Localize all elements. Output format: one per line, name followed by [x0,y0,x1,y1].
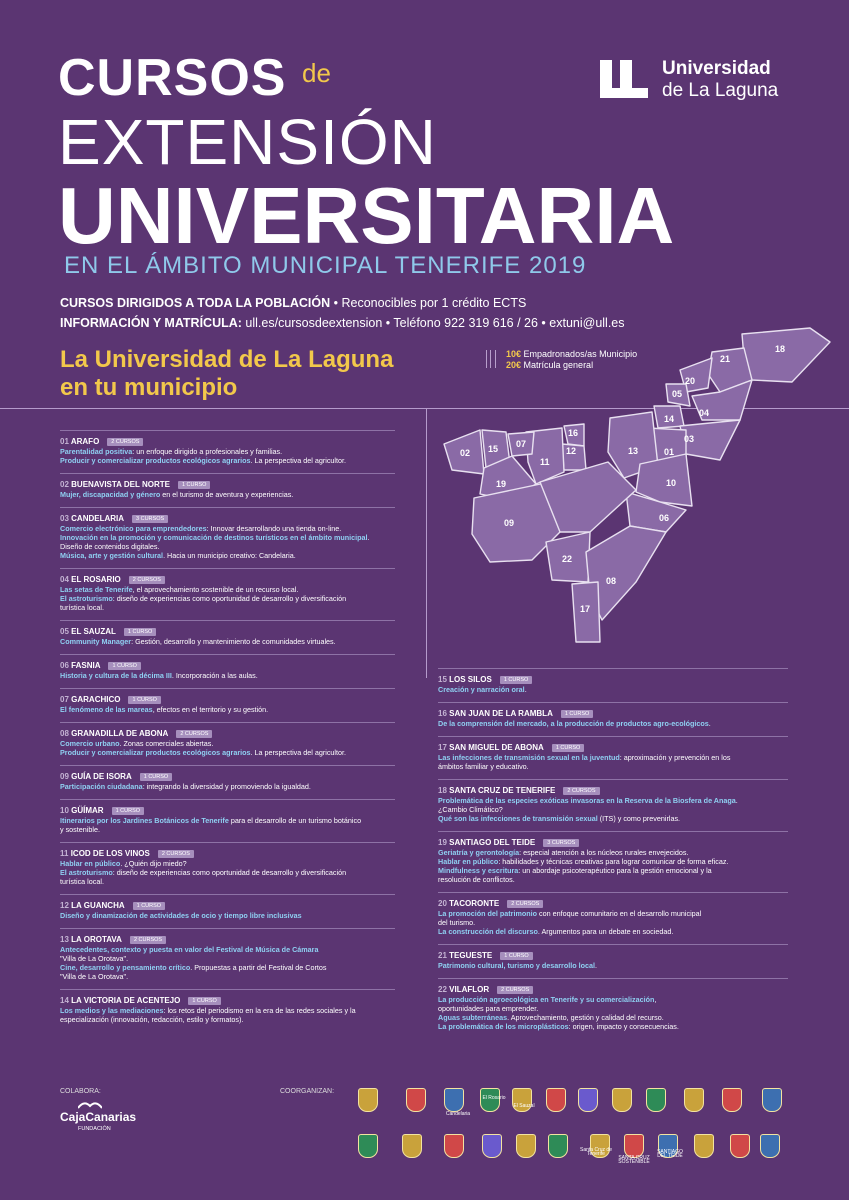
course-line: Qué son las infecciones de transmisión sexual (ITS) y como prevenirlas. [438,814,681,823]
course-line: El fenómeno de las mareas, efectos en el territorio y su gestión. [60,705,269,714]
course-22 [438,978,788,1031]
course-count-badge: 3 CURSOS [132,515,168,523]
map-label-20: 20 [685,376,696,386]
course-line: Mujer, discapacidad y género en el turismo de aventura y experiencias. [60,490,294,499]
coorganizer-logo-text: El Rosario [482,1095,506,1101]
coorganizan-label: COORGANIZAN: [280,1088,335,1095]
course-line: Aguas subterráneas. Aprovechamiento, gestión y calidad del recurso. [438,1013,664,1022]
course-header: 15 LOS SILOS 1 CURSO [438,674,788,685]
course-05 [60,620,395,646]
course-header: 18 SANTA CRUZ DE TENERIFE 2 CURSOS [438,785,788,796]
map-region-18 [742,328,830,382]
course-line: "Villa de La Orotava". [60,972,129,981]
map-label-21: 21 [720,354,731,364]
courses-right-column [438,668,788,1039]
title-cursos: CURSOS [58,49,287,107]
title-extension: EXTENSIÓN [58,106,437,178]
map-label-12: 12 [566,446,577,456]
course-header: 11 ICOD DE LOS VINOS 2 CURSOS [60,848,395,859]
course-header: 12 LA GUANCHA 1 CURSO [60,900,395,911]
map-label-09: 09 [504,518,515,528]
course-header: 02 BUENAVISTA DEL NORTE 1 CURSO [60,479,395,490]
municipal-crest-icon [516,1134,536,1158]
course-count-badge: 1 CURSO [112,807,144,815]
course-header: 19 SANTIAGO DEL TEIDE 3 CURSOS [438,837,788,848]
course-count-badge: 2 CURSOS [158,850,194,858]
municipal-crest-icon [578,1088,598,1112]
course-count-badge: 3 CURSOS [543,839,579,847]
course-13 [60,928,395,981]
course-header: 13 LA OROTAVA 2 CURSOS [60,934,395,945]
municipal-crest-icon [684,1088,704,1112]
course-header: 10 GÜÍMAR 1 CURSO [60,805,395,816]
course-02 [60,473,395,499]
municipal-crest-icon [760,1134,780,1158]
course-count-badge: 2 CURSOS [107,438,143,446]
course-line: Producir y comercializar productos ecológicos agrarios. La perspectiva del agricultor. [60,748,347,757]
course-line: Los medios y las mediaciones: los retos del periodismo en la era de las redes sociales y la [60,1006,356,1015]
course-line: Comercio electrónico para emprendedores: Innovar desarrollando una tienda on-line. [60,524,342,533]
course-line: Patrimonio cultural, turismo y desarrollo local. [438,961,597,970]
course-line: Las setas de Tenerife, el aprovechamiento sostenible de un recurso local. [60,585,299,594]
course-count-badge: 1 CURSO [124,628,156,636]
course-count-badge: 1 CURSO [178,481,210,489]
subtitle-ambito: EN EL ÁMBITO MUNICIPAL TENERIFE 2019 [64,252,587,279]
course-line: Comercio urbano. Zonas comerciales abiertas. [60,739,214,748]
info-line-1: CURSOS DIRIGIDOS A TODA LA POBLACIÓN • Reconocibles por 1 crédito ECTS [60,296,527,310]
course-line: Problemática de las especies exóticas invasoras en la Reserva de la Biosfera de Anaga. [438,796,738,805]
courses-left-column [60,430,395,1032]
course-header: 22 VILAFLOR 2 CURSOS [438,984,788,995]
course-count-badge: 1 CURSO [128,696,160,704]
course-18 [438,779,788,823]
course-line: Diseño y dinamización de actividades de ocio y tiempo libre inclusivas [60,911,302,920]
coorganizer-logo-text: SANTIAGO DEL TEIDE [657,1149,683,1159]
cajacanarias-logo: CajaCanarias [60,1110,137,1124]
course-header: 03 CANDELARIA 3 CURSOS [60,513,395,524]
course-line: Antecedentes, contexto y puesta en valor del Festival de Música de Cámara [60,945,319,954]
course-17 [438,736,788,771]
map-label-04: 04 [699,408,710,418]
course-header: 04 EL ROSARIO 2 CURSOS [60,574,395,585]
course-07 [60,688,395,714]
course-line: La construcción del discurso. Argumentos para un debate en sociedad. [438,927,674,936]
municipal-crest-icon [546,1088,566,1112]
course-03 [60,507,395,560]
map-label-14: 14 [664,414,675,424]
course-count-badge: 2 CURSOS [507,900,543,908]
course-line: El astroturismo: diseño de experiencias como oportunidad de desarrollo y diversificación [60,594,347,603]
course-line: Participación ciudadana: integrando la diversidad y promoviendo la igualdad. [60,782,311,791]
course-line: Geriatría y gerontología: especial atención a los núcleos rurales envejecidos. [438,848,689,857]
map-label-03: 03 [684,434,695,444]
map-label-10: 10 [666,478,677,488]
course-line: Música, arte y gestión cultural. Hacia un municipio creativo: Candelaria. [60,551,296,560]
course-line: Diseño de contenidos digitales. [60,542,160,551]
municipal-crest-icon [762,1088,782,1112]
info-line-2: INFORMACIÓN Y MATRÍCULA: ull.es/cursosdeextension • Teléfono 922 319 616 / 26 • extuni@ull.es [60,316,625,330]
price-general: 20€ Matrícula general [506,360,594,370]
course-count-badge: 1 CURSO [188,997,220,1005]
title-de: de [302,58,331,88]
course-line: Innovación en la promoción y comunicación de destinos turísticos en el ámbito municipal. [60,533,370,542]
course-line: especialización (innovación, redacción, estilo y formatos). [60,1015,244,1024]
course-04 [60,568,395,612]
course-count-badge: 2 CURSOS [563,787,599,795]
course-count-badge: 2 CURSOS [129,576,165,584]
course-count-badge: 1 CURSO [561,710,593,718]
course-count-badge: 1 CURSO [552,744,584,752]
ull-name-line1: Universidad [662,58,771,79]
cajacanarias-wave-icon [78,1100,102,1110]
course-line: La producción agroecológica en Tenerife y su comercialización, [438,995,657,1004]
course-10 [60,799,395,834]
course-count-badge: 2 CURSOS [176,730,212,738]
course-count-badge: 1 CURSO [500,676,532,684]
course-line: resolución de conflictos. [438,875,515,884]
municipal-crest-icon [722,1088,742,1112]
course-line: La promoción del patrimonio con enfoque comunitario en el desarrollo municipal [438,909,702,918]
course-16 [438,702,788,728]
course-line: Cine, desarrollo y pensamiento crítico. Propuestas a partir del Festival de Cortos [60,963,327,972]
course-11 [60,842,395,886]
course-line: Community Manager: Gestión, desarrollo y mantenimiento de comunidades virtuales. [60,637,336,646]
column-divider [426,408,427,678]
course-count-badge: 1 CURSO [108,662,140,670]
title-universitaria: UNIVERSITARIA [58,171,675,260]
course-08 [60,722,395,757]
price-empadronados: 10€ Empadronados/as Municipio [506,349,638,359]
course-line: Itinerarios por los Jardines Botánicos de Tenerife para el desarrollo de un turismo botánico [60,816,362,825]
map-label-02: 02 [460,448,471,458]
course-count-badge: 1 CURSO [500,952,532,960]
course-line: De la comprensión del mercado, a la producción de productos agro-ecológicos. [438,719,711,728]
map-label-22: 22 [562,554,573,564]
course-line: Parentalidad positiva: un enfoque dirigido a profesionales y familias. [60,447,283,456]
course-header: 07 GARACHICO 1 CURSO [60,694,395,705]
map-label-18: 18 [775,344,786,354]
course-count-badge: 1 CURSO [140,773,172,781]
course-count-badge: 2 CURSOS [497,986,533,994]
course-line: turística local. [60,877,104,886]
map-label-08: 08 [606,576,617,586]
course-line: Hablar en público: habilidades y técnicas creativas para lograr comunicar de forma eficaz. [438,857,729,866]
tenerife-map [440,322,832,647]
course-line: ¿Cambio Climático? [438,805,503,814]
municipal-crest-icon [730,1134,750,1158]
course-header: 16 SAN JUAN DE LA RAMBLA 1 CURSO [438,708,788,719]
coorganizer-logo-text: SANTA CRUZ SOSTENIBLE [618,1155,650,1165]
course-line: La problemática de los microplásticos: origen, impacto y consecuencias. [438,1022,679,1031]
course-header: 01 ARAFO 2 CURSOS [60,436,395,447]
course-header: 21 TEGUESTE 1 CURSO [438,950,788,961]
map-label-11: 11 [540,457,550,467]
municipal-crest-icon [358,1134,378,1158]
municipal-crest-icon [548,1134,568,1158]
course-line: Creación y narración oral. [438,685,527,694]
course-line: "Villa de La Orotava". [60,954,129,963]
coorganizer-logo-text: Santa Cruz de Tenerife [580,1147,612,1157]
map-label-17: 17 [580,604,591,614]
map-label-19: 19 [496,479,507,489]
map-label-07: 07 [516,439,527,449]
course-01 [60,430,395,465]
course-count-badge: 1 CURSO [133,902,165,910]
municipal-crest-icon [358,1088,378,1112]
coorganizer-logo-text: El Sauzal [513,1103,535,1109]
colabora-label: COLABORA: [60,1088,101,1095]
municipal-crest-icon [612,1088,632,1112]
course-count-badge: 2 CURSOS [130,936,166,944]
map-label-06: 06 [659,513,670,523]
course-header: 17 SAN MIGUEL DE ABONA 1 CURSO [438,742,788,753]
course-14 [60,989,395,1024]
course-line: Mindfulness y escritura: un abordaje psicoterapéutico para la gestión emocional y la [438,866,712,875]
municipal-crest-icon [694,1134,714,1158]
coorganizer-logo-text: Candelaria [445,1111,471,1117]
course-09 [60,765,395,791]
course-line: El astroturismo: diseño de experiencias como oportunidad de desarrollo y diversificación [60,868,347,877]
course-12 [60,894,395,920]
course-line: Hablar en público. ¿Quién dijo miedo? [60,859,187,868]
course-line: y sostenible. [60,825,100,834]
map-label-16: 16 [568,428,579,438]
course-21 [438,944,788,970]
municipal-crest-icon [482,1134,502,1158]
course-line: turística local. [60,603,104,612]
course-20 [438,892,788,936]
ull-logo-icon [598,58,650,100]
course-line: del turismo. [438,918,476,927]
municipal-crest-icon [402,1134,422,1158]
municipio-title: La Universidad de La Laguna en tu municipio [60,346,394,401]
course-19 [438,831,788,884]
course-line: ámbitos familiar y educativo. [438,762,529,771]
map-label-13: 13 [628,446,639,456]
course-header: 20 TACORONTE 2 CURSOS [438,898,788,909]
map-label-05: 05 [672,389,683,399]
course-line: Las infecciones de transmisión sexual en la juventud: aproximación y prevención en los [438,753,731,762]
ull-name-line2: de La Laguna [662,80,779,101]
course-header: 14 LA VICTORIA DE ACENTEJO 1 CURSO [60,995,395,1006]
course-06 [60,654,395,680]
course-header: 05 EL SAUZAL 1 CURSO [60,626,395,637]
cajacanarias-fundacion: FUNDACIÓN [78,1126,111,1132]
map-label-15: 15 [488,444,499,454]
course-header: 06 FASNIA 1 CURSO [60,660,395,671]
course-line: oportunidades para emprender. [438,1004,539,1013]
municipal-crest-icon [406,1088,426,1112]
course-15 [438,668,788,694]
course-line: Producir y comercializar productos ecológicos agrarios. La perspectiva del agricultor. [60,456,347,465]
municipal-crest-icon [444,1088,464,1112]
course-line: Historia y cultura de la décima III. Incorporación a las aulas. [60,671,258,680]
map-label-01: 01 [664,447,675,457]
course-header: 08 GRANADILLA DE ABONA 2 CURSOS [60,728,395,739]
municipal-crest-icon [646,1088,666,1112]
municipal-crest-icon [444,1134,464,1158]
course-header: 09 GUÍA DE ISORA 1 CURSO [60,771,395,782]
